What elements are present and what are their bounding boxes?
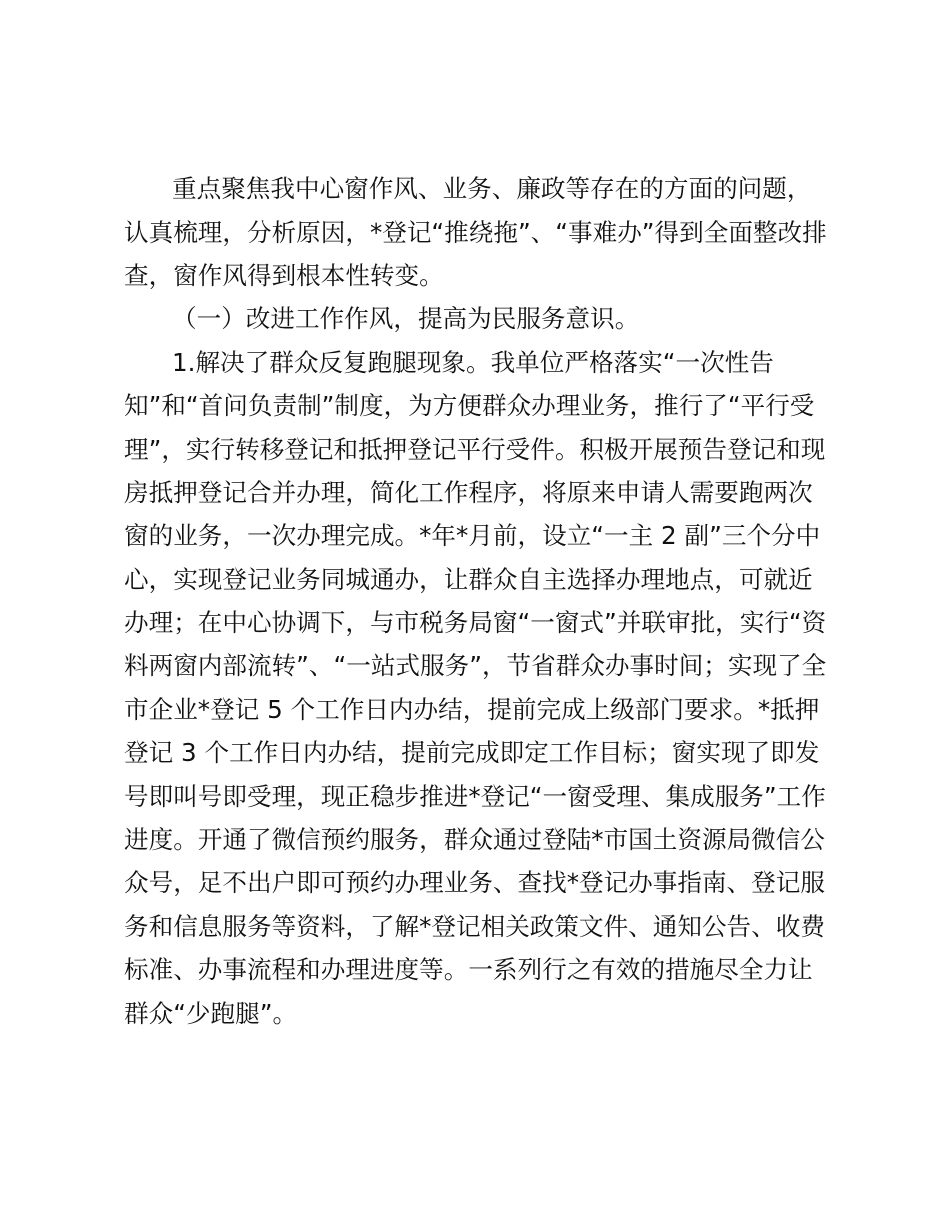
paragraph-2-line-8: 料两窗内部流转”、“一站式服务”，节省群众办事时间；实现了全 [124,651,827,680]
paragraph-2-line-11: 号即叫号即受理，现正稳步推进*登记“一窗受理、集成服务”工作 [124,782,826,811]
paragraph-2-line-1: 1.解决了群众反复跑腿现象。我单位严格落实“一次性告 [172,348,774,377]
paragraph-2-line-5: 窗的业务，一次办理完成。*年*月前，设立“一主 2 副”三个分中 [124,521,821,550]
paragraph-1-line-1: 重点聚焦我中心窗作风、业务、廉政等存在的方面的问题， [172,174,812,203]
paragraph-2-line-6: 心，实现登记业务同城通办，让群众自主选择办理地点，可就近 [124,565,813,594]
paragraph-1-line-2: 认真梳理，分析原因，*登记“推绕拖”、“事难办”得到全面整改排 [124,218,827,247]
paragraph-2-line-14: 务和信息服务等资料，了解*登记相关政策文件、通知公告、收费 [124,912,825,941]
paragraph-2-line-13: 众号，足不出户即可预约办理业务、查找*登记办事指南、登记服 [124,868,825,897]
paragraph-2-line-9: 市企业*登记 5 个工作日内办结，提前完成上级部门要求。*抵押 [124,695,820,724]
section-heading: （一）改进工作作风，提高为民服务意识。 [172,304,640,333]
paragraph-2-line-3: 理”，实行转移登记和抵押登记平行受件。积极开展预告登记和现 [124,435,826,464]
paragraph-2-line-7: 办理；在中心协调下，与市税务局窗“一窗式”并联审批，实行“资 [124,608,827,637]
paragraph-2-line-10: 登记 3 个工作日内办结，提前完成即定工作目标；窗实现了即发 [124,738,820,767]
paragraph-1-line-3: 查，窗作风得到根本性转变。 [124,261,444,290]
paragraph-2-line-16: 群众“少跑腿”。 [124,999,298,1028]
paragraph-2-line-4: 房抵押登记合并办理，简化工作程序，将原来申请人需要跑两次 [124,478,813,507]
paragraph-2-line-15: 标准、办事流程和办理进度等。一系列行之有效的措施尽全力让 [124,955,813,984]
paragraph-2-line-12: 进度。开通了微信预约服务，群众通过登陆*市国土资源局微信公 [124,825,825,854]
paragraph-2-line-2: 知”和“首问负责制”制度，为方便群众办理业务，推行了“平行受 [124,391,815,420]
